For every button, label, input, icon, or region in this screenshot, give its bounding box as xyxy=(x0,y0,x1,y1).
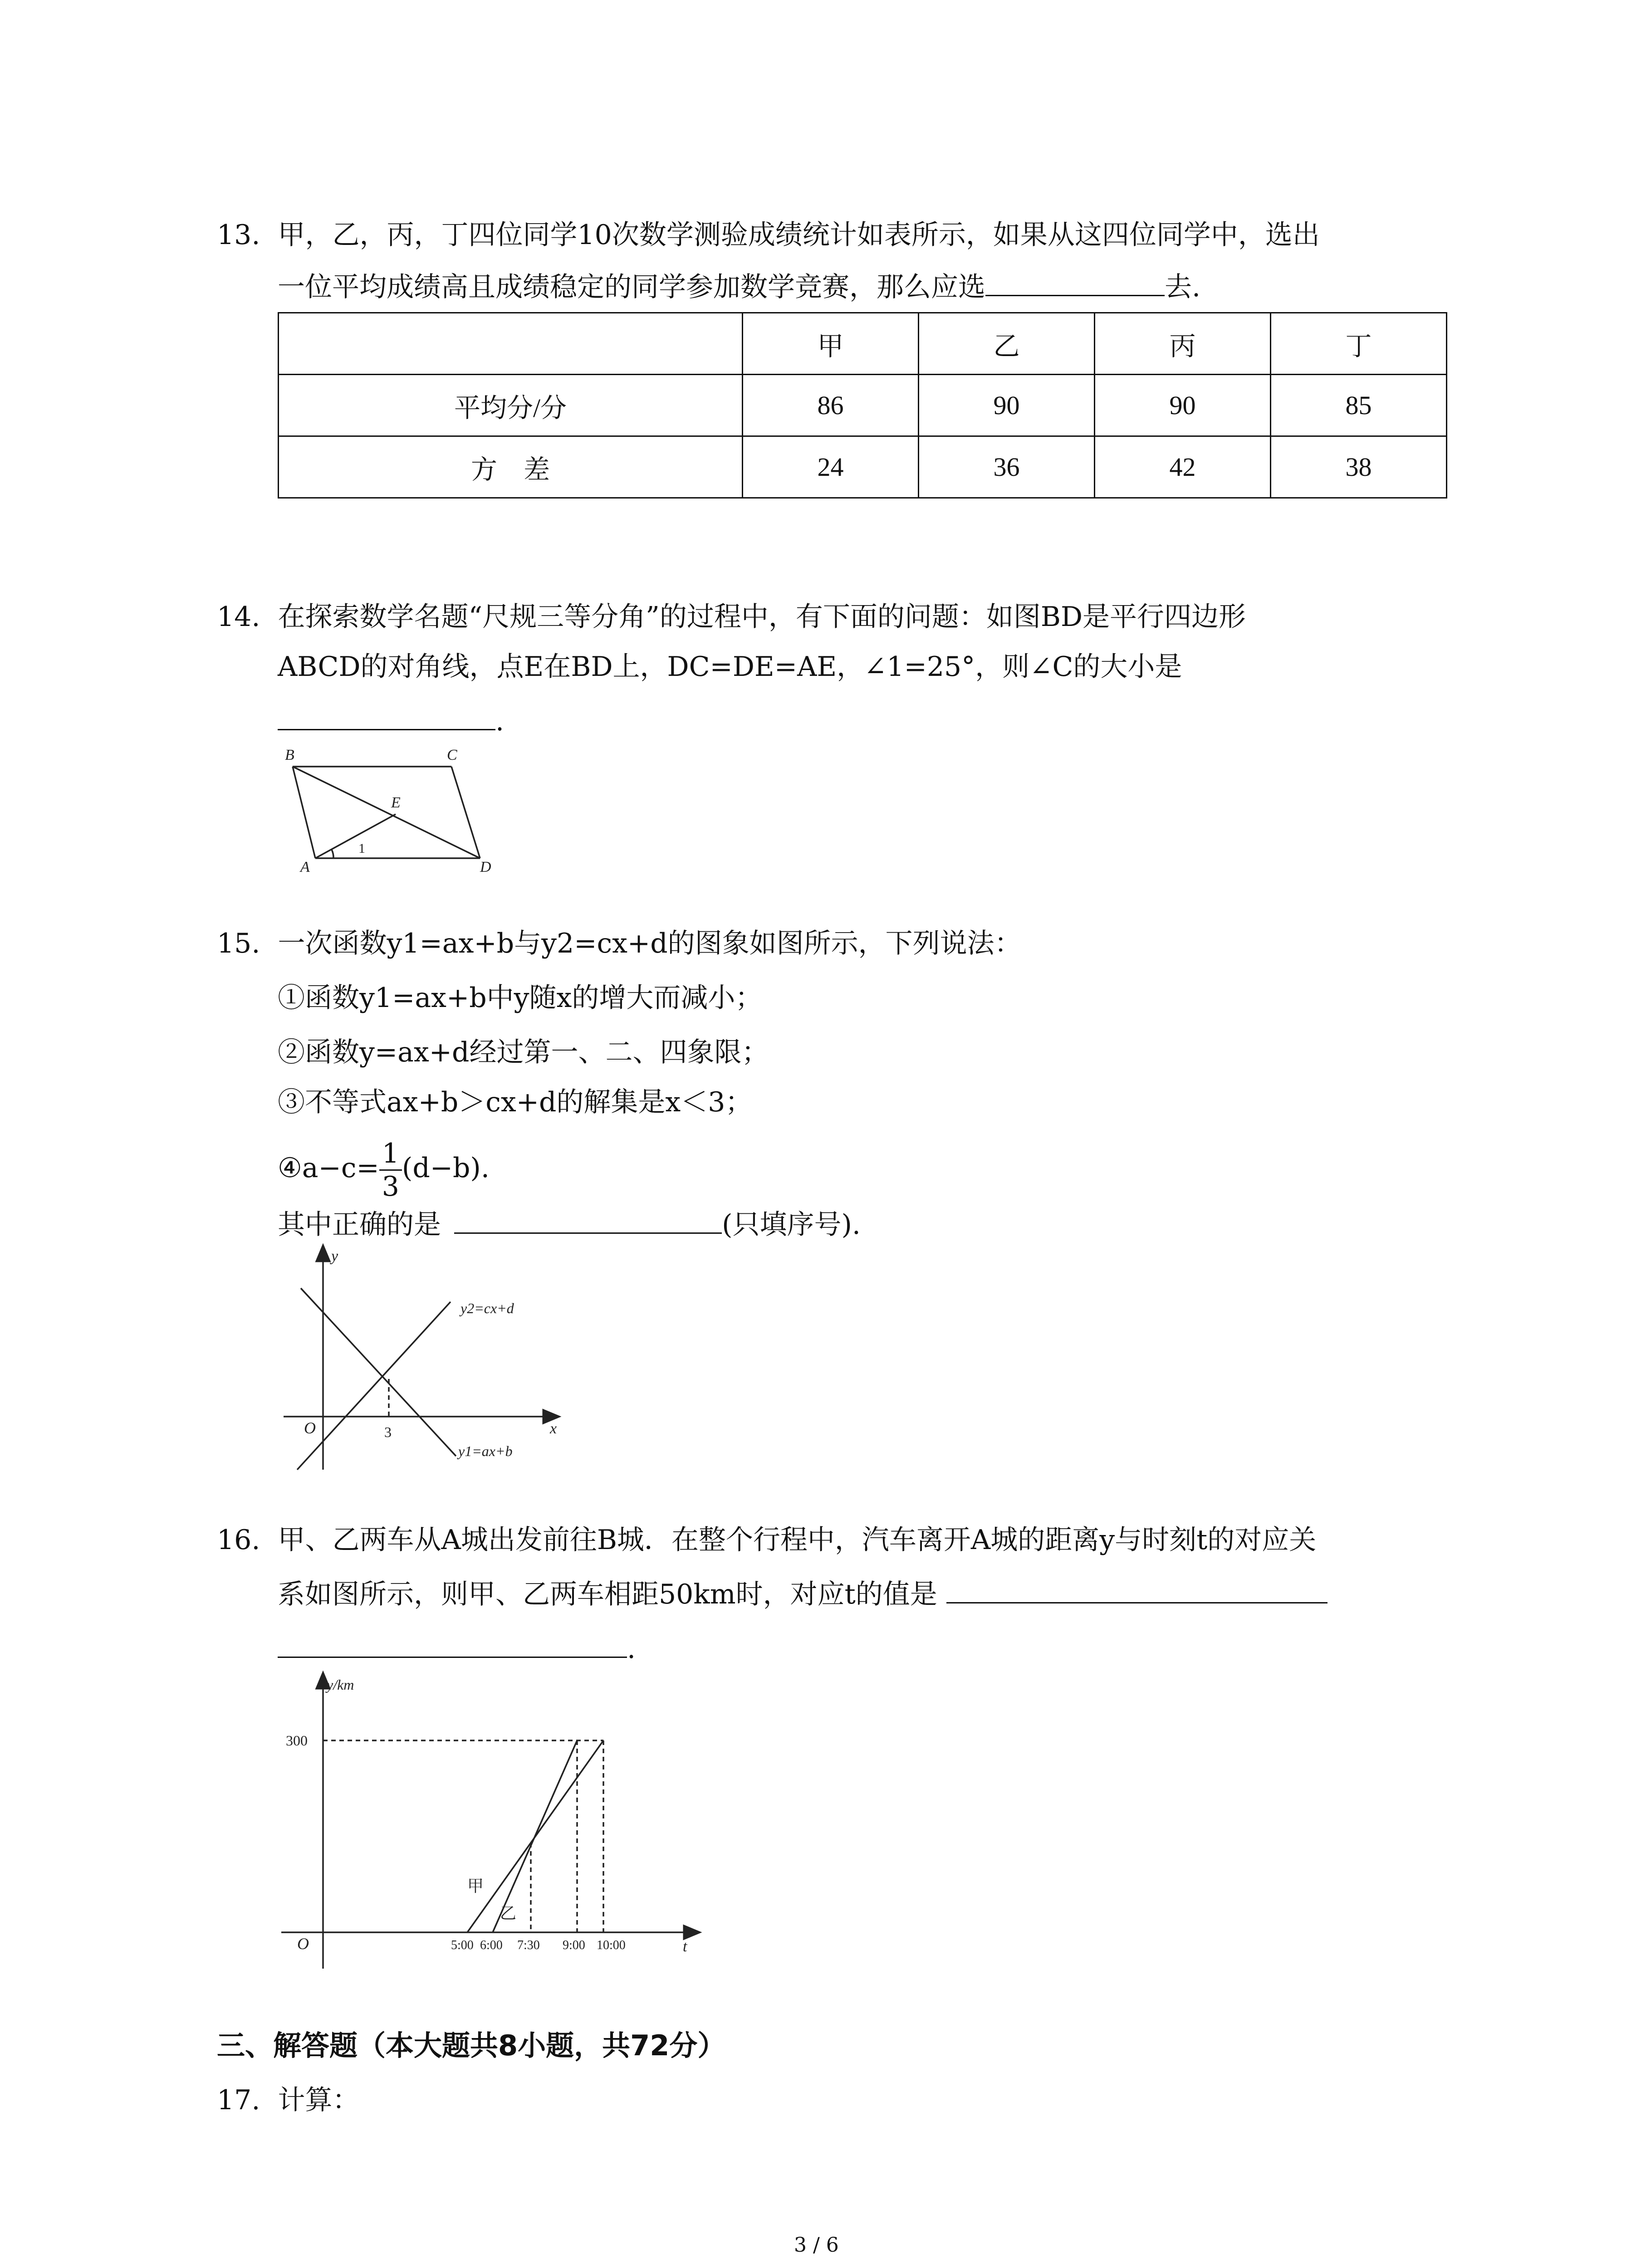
q16-line1 xyxy=(217,1522,1316,1558)
q16-distance-time-graph xyxy=(272,1669,726,1978)
table-header-row xyxy=(279,313,1447,375)
label-jia: 甲 xyxy=(467,1877,484,1895)
table-header-cell: 甲 xyxy=(743,313,919,375)
q15-item-1: ①函数y1=ax+b中y随x的增大而减小； xyxy=(278,982,763,1014)
table-cell: 36 xyxy=(919,436,1095,498)
graph-t-label: t xyxy=(683,1938,687,1955)
graph-y-label: y xyxy=(331,1248,338,1265)
angle-1-arc xyxy=(332,850,333,858)
q13-number: 13. xyxy=(217,219,260,251)
table-cell: 85 xyxy=(1271,375,1447,436)
q13-score-table xyxy=(278,312,1447,499)
q14-line3 xyxy=(278,701,504,739)
q16-text-1: 甲、乙两车从A城出发前往B城．在整个行程中，汽车离开A城的距离y与时刻t的对应关 xyxy=(278,1524,1317,1556)
q16-line3 xyxy=(278,1628,636,1667)
q14-number: 14. xyxy=(217,601,260,633)
page-number: 3 / 6 xyxy=(794,2234,839,2257)
q17-text: 计算： xyxy=(278,2084,360,2116)
label-c: C xyxy=(447,747,457,763)
table-row xyxy=(279,436,1447,498)
segment-ae xyxy=(315,814,396,858)
table-row xyxy=(279,375,1447,436)
q15-function-graph xyxy=(272,1243,590,1483)
q15-fraction xyxy=(379,1138,402,1202)
table-header-cell: 丁 xyxy=(1271,313,1447,375)
q15-answer-line xyxy=(278,1204,861,1243)
q15-item-2: ②函数y=ax+d经过第一、二、四象限； xyxy=(278,1036,769,1068)
table-row-label: 方 差 xyxy=(279,436,743,498)
table-row-label: 平均分/分 xyxy=(279,375,743,436)
line-y2 xyxy=(297,1302,451,1470)
table-cell: 90 xyxy=(1095,375,1271,436)
q13-line2 xyxy=(278,267,1200,305)
q16-text-2: 系如图所示，则甲、乙两车相距50km时，对应t的值是 xyxy=(278,1579,937,1610)
line-y1 xyxy=(301,1288,456,1456)
label-a: A xyxy=(300,859,310,875)
graph-tick-500: 5:00 xyxy=(451,1938,474,1952)
q15-item-3: ③不等式ax+b＞cx+d的解集是x＜3； xyxy=(278,1086,753,1118)
q15-answer-post: (只填序号). xyxy=(722,1209,861,1241)
segment-bd xyxy=(293,767,480,858)
fraction-numerator: 1 xyxy=(379,1138,402,1171)
q13-text-end: 去. xyxy=(1165,271,1201,303)
section-3-title: 三、解答题（本大题共8小题，共72分） xyxy=(217,2029,726,2062)
graph-y2-label: y2=cx+d xyxy=(460,1300,514,1316)
q15-text-1: 一次函数y1=ax+b与y2=cx+d的图象如图所示，下列说法： xyxy=(278,928,1022,959)
q14-end: . xyxy=(495,705,505,737)
label-d: D xyxy=(480,859,491,875)
table-cell: 24 xyxy=(743,436,919,498)
segment-ba xyxy=(293,767,315,858)
table-cell: 86 xyxy=(743,375,919,436)
q14-answer-blank[interactable] xyxy=(278,701,495,730)
q15-item-4 xyxy=(278,1134,490,1202)
q14-line1 xyxy=(217,599,1246,635)
table-header-cell: 丙 xyxy=(1095,313,1271,375)
q16-answer-blank-1[interactable] xyxy=(946,1574,1327,1603)
table-cell: 38 xyxy=(1271,436,1447,498)
graph-tick-3: 3 xyxy=(384,1424,392,1440)
segment-cd xyxy=(451,767,480,858)
q14-text-1: 在探索数学名题“尺规三等分角”的过程中，有下面的问题：如图BD是平行四边形 xyxy=(278,601,1246,633)
q13-line1 xyxy=(217,217,1320,253)
graph-tick-300: 300 xyxy=(286,1732,308,1749)
graph-origin-label: O xyxy=(304,1419,316,1437)
graph-y-label: y/km xyxy=(327,1677,354,1693)
label-angle-1: 1 xyxy=(358,841,365,856)
q14-line2 xyxy=(278,649,1182,685)
line-yi xyxy=(493,1740,577,1932)
q17-number: 17. xyxy=(217,2084,260,2116)
q17-line xyxy=(217,2082,360,2118)
label-b: B xyxy=(285,747,294,763)
q15-item-4-pre: ④a−c= xyxy=(278,1152,379,1184)
graph-tick-1000: 10:00 xyxy=(597,1938,626,1952)
table-cell: 42 xyxy=(1095,436,1271,498)
q16-number: 16. xyxy=(217,1524,260,1556)
table-cell: 90 xyxy=(919,375,1095,436)
q16-line2 xyxy=(278,1574,1327,1613)
q13-answer-blank[interactable] xyxy=(985,267,1165,296)
label-yi: 乙 xyxy=(500,1904,517,1922)
table-header-cell xyxy=(279,313,743,375)
graph-origin-label: O xyxy=(297,1935,309,1953)
q15-line1 xyxy=(217,925,1022,962)
q15-answer-blank[interactable] xyxy=(454,1204,722,1234)
graph-y1-label: y1=ax+b xyxy=(458,1443,513,1459)
graph-tick-600: 6:00 xyxy=(480,1938,503,1952)
table-header-cell: 乙 xyxy=(919,313,1095,375)
label-e: E xyxy=(391,794,401,811)
q15-item-4-post: (d−b). xyxy=(402,1152,490,1184)
graph-tick-730: 7:30 xyxy=(517,1938,540,1952)
graph-x-label: x xyxy=(550,1420,557,1437)
q16-answer-blank-2[interactable] xyxy=(278,1628,627,1658)
q16-end: . xyxy=(627,1633,636,1665)
q15-answer-pre: 其中正确的是 xyxy=(278,1209,441,1241)
q15-number: 15. xyxy=(217,928,260,959)
q14-parallelogram-figure xyxy=(272,739,526,875)
q13-text-2: 一位平均成绩高且成绩稳定的同学参加数学竞赛，那么应选 xyxy=(278,271,985,303)
q14-text-2: ABCD的对角线，点E在BD上，DC=DE=AE，∠1=25°，则∠C的大小是 xyxy=(278,651,1182,683)
q13-text-1: 甲，乙，丙，丁四位同学10次数学测验成绩统计如表所示，如果从这四位同学中，选出 xyxy=(278,219,1320,251)
fraction-denominator: 3 xyxy=(382,1170,399,1202)
graph-tick-900: 9:00 xyxy=(563,1938,585,1952)
